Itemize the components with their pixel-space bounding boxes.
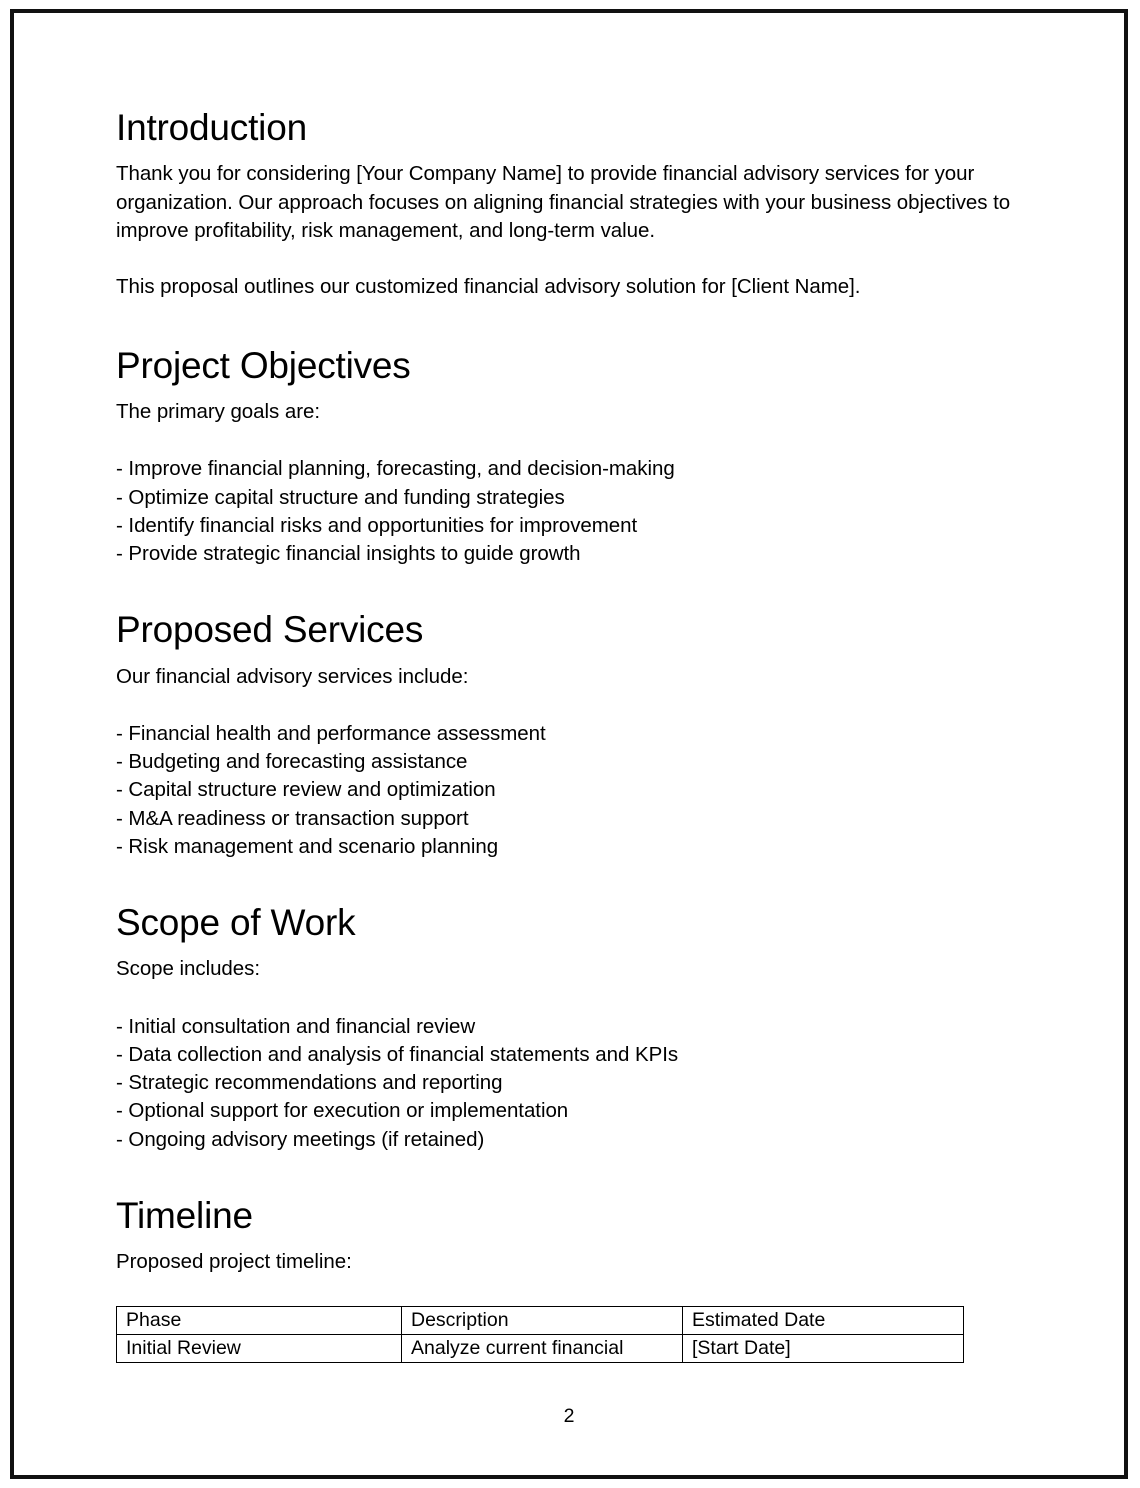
list-item: - Provide strategic financial insights to guide growth: [116, 542, 581, 566]
section-timeline: [116, 1194, 1028, 1363]
page-frame: [10, 9, 1128, 1479]
list-item: - Budgeting and forecasting assistance: [116, 750, 468, 774]
list-item: - Identify financial risks and opportunities for improvement: [116, 513, 638, 537]
scope-of-work-list: [116, 1013, 1028, 1154]
document-body: [116, 109, 1028, 1363]
table-cell-estimated-date: [Start Date]: [683, 1334, 964, 1362]
section-introduction: [116, 109, 1028, 302]
list-item: - Strategic recommendations and reporting: [116, 1071, 503, 1095]
heading-timeline: Timeline: [116, 1194, 253, 1236]
list-item: - Capital structure review and optimization: [116, 778, 496, 802]
list-item: - Initial consultation and financial review: [116, 1014, 476, 1038]
list-item: - Optional support for execution or implementation: [116, 1099, 569, 1123]
introduction-paragraph-2: This proposal outlines our customized financial advisory solution for [Client Name].: [116, 275, 861, 299]
section-project-objectives: [116, 344, 1028, 569]
heading-scope-of-work: Scope of Work: [116, 902, 356, 944]
timeline-lead: Proposed project timeline:: [116, 1250, 352, 1274]
heading-project-objectives: Project Objectives: [116, 344, 411, 386]
heading-introduction: Introduction: [116, 107, 307, 148]
proposed-services-lead: Our financial advisory services include:: [116, 664, 469, 688]
list-item: - M&A readiness or transaction support: [116, 806, 469, 830]
list-item: - Data collection and analysis of financial statements and KPIs: [116, 1042, 679, 1066]
list-item: - Risk management and scenario planning: [116, 834, 499, 858]
table-cell-phase: Initial Review: [117, 1334, 402, 1362]
list-item: - Ongoing advisory meetings (if retained): [116, 1127, 485, 1151]
page-canvas: [14, 13, 1124, 1475]
scope-of-work-lead: Scope includes:: [116, 957, 260, 981]
heading-proposed-services: Proposed Services: [116, 609, 424, 651]
list-item: - Improve financial planning, forecasting, and decision-making: [116, 457, 675, 481]
table-header-cell-description: Description: [402, 1306, 683, 1334]
project-objectives-list: [116, 455, 1028, 568]
page-number: 2: [563, 1405, 575, 1427]
section-proposed-services: [116, 611, 1028, 861]
table-header-cell-phase: Phase: [117, 1306, 402, 1334]
table-header-row: [117, 1306, 964, 1334]
list-item: - Optimize capital structure and funding strategies: [116, 485, 565, 509]
timeline-table: [116, 1306, 964, 1363]
table-header-cell-estimated-date: Estimated Date: [683, 1306, 964, 1334]
introduction-paragraph-1: Thank you for considering [Your Company Name] to provide financial advisory services for your organization. Our approach focuses on aligning financial strategies with your business objectives to improve profitability, risk management, and long-term value.: [116, 162, 1011, 243]
list-item: - Financial health and performance assessment: [116, 722, 546, 745]
table-row: [117, 1334, 964, 1362]
project-objectives-lead: The primary goals are:: [116, 400, 320, 424]
table-cell-description: Analyze current financial: [402, 1334, 683, 1362]
section-scope-of-work: [116, 904, 1028, 1154]
proposed-services-list: [116, 720, 1028, 861]
